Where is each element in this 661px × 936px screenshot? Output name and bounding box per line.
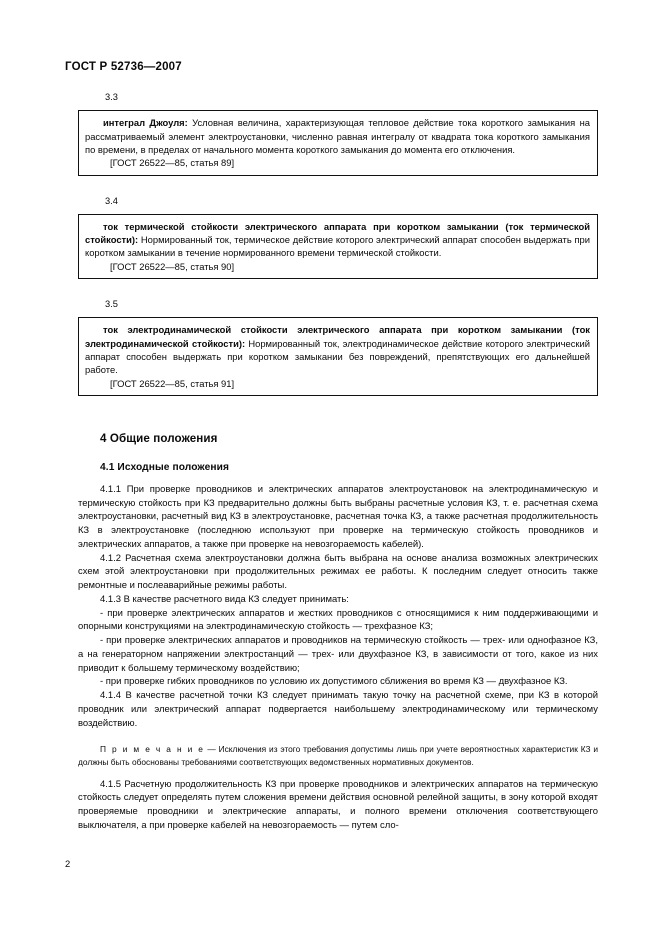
paragraph-4-1-2: 4.1.2 Расчетная схема электроустановки должна быть выбрана на основе анализа возможных электрических схем этой электроустановки при продолжительных режимах ее работы. К последним следует относить также ремонтные и послеаварийные режимы работы.: [78, 552, 598, 592]
list-item-dash-3: - при проверке гибких проводников по условию их допустимого сближения во время КЗ — двухфазное КЗ.: [100, 676, 568, 688]
list-item-dash-2: - при проверке электрических аппаратов и проводников на термическую стойкость — трех- или однофазное КЗ, а на генераторном напряжении электростанций — трех- или двухфазное КЗ, в зависимости от того, какое из них приводит к большему термическому воздействию;: [78, 635, 598, 674]
list-item-dash-1: - при проверке электрических аппаратов и жестких проводников с относящимися к ним поддерживающими и опорными конструкциями на электродинамическую стойкость — трехфазное КЗ;: [78, 607, 598, 633]
definition-reference-3-4: [ГОСТ 26522—85, статья 90]: [110, 260, 235, 272]
definition-body-3-3: Условная величина, характеризующая тепловое действие тока короткого замыкания на рассматриваемый элемент электроустановки, численно равная интегралу от квадрата тока короткого замыкания по времени, в пределах от начального момента короткого замыкания до момента его отключения.: [85, 117, 590, 155]
paragraph-4-1-1: 4.1.1 При проверке проводников и электрических аппаратов электроустановок на электродинамическую и термическую стойкость при КЗ предварительно должны быть выбраны расчетные условия КЗ, т. е. расчетная схема электроустановки, расчетный вид КЗ в электроустановке, расчетная точка КЗ, а также расчетная продолжительность КЗ в электроустановке (последнюю используют при проверке на термическую стойкость проводников и электрических аппаратов, а также при проверке на невозгораемость кабелей).: [78, 483, 598, 550]
definition-text-3-4: [85, 220, 590, 260]
definition-body-3-5: Нормированный ток, электродинамическое действие которого электрический аппарат способен выдержать при коротком замыкании без повреждений, препятствующих его дальнейшей работе.: [85, 337, 590, 376]
spacer: [78, 768, 598, 778]
paragraph-4-1-3: 4.1.3 В качестве расчетного вида КЗ следует принимать:: [100, 593, 349, 605]
page-content: [78, 92, 598, 833]
clause-number-3-4: 3.4: [105, 195, 118, 206]
definition-box-3-3: [78, 110, 598, 175]
definition-text-3-3: [85, 116, 590, 156]
page-number: 2: [65, 858, 71, 869]
definition-reference-3-3: [ГОСТ 26522—85, статья 89]: [110, 157, 235, 169]
definition-term-3-4: ток термической стойкости электрического аппарата при коротком замыкании (ток термической стойкости):: [85, 220, 590, 246]
definition-reference-3-5: [ГОСТ 26522—85, статья 91]: [110, 377, 235, 389]
paragraph-4-1-4: 4.1.4 В качестве расчетной точки КЗ следует принимать такую точку на расчетной схеме, при КЗ в которой проводник или электрический аппарат подвергается наибольшему электродинамическому или термическому воздействию.: [78, 690, 598, 729]
subsection-heading-4-1: 4.1 Исходные положения: [100, 461, 230, 473]
body-text-block: [78, 483, 598, 833]
note-body: — Исключения из этого требования допустимы лишь при учете вероятностных характеристик КЗ и должны быть обоснованы требованиями соответствующих ведомственных нормативных документов.: [78, 744, 599, 767]
paragraph-4-1-5: 4.1.5 Расчетную продолжительность КЗ при проверке проводников и электрических аппаратов на термическую стойкость следует определять путем сложения времени действия основной релейной защиты, в зону которой входят проверяемые проводники и электрические аппараты, и полного времени отключения соответствующего выключателя, а при проверке кабелей на невозгораемость — путем сло-: [78, 778, 598, 831]
clause-number-3-5: 3.5: [105, 299, 118, 310]
definition-box-3-4: [78, 214, 598, 279]
section-heading-4: 4 Общие положения: [100, 431, 218, 445]
definition-term-3-3: интеграл Джоуля:: [103, 117, 188, 129]
note-primechanie: [78, 743, 598, 767]
clause-number-3-3: 3.3: [105, 92, 118, 102]
definition-text-3-5: [85, 323, 590, 376]
definition-term-3-5: ток электродинамической стойкости электрического аппарата при коротком замыкании (ток электродинамической стойкости):: [85, 324, 590, 349]
running-head: ГОСТ Р 52736—2007: [65, 61, 182, 73]
definition-body-3-4: Нормированный ток, термическое действие которого электрический аппарат способен выдержать при коротком замыкании в течение нормированного времени термической стойкости.: [85, 234, 590, 259]
note-label: П р и м е ч а н и е: [100, 744, 205, 755]
definition-box-3-5: [78, 317, 598, 396]
